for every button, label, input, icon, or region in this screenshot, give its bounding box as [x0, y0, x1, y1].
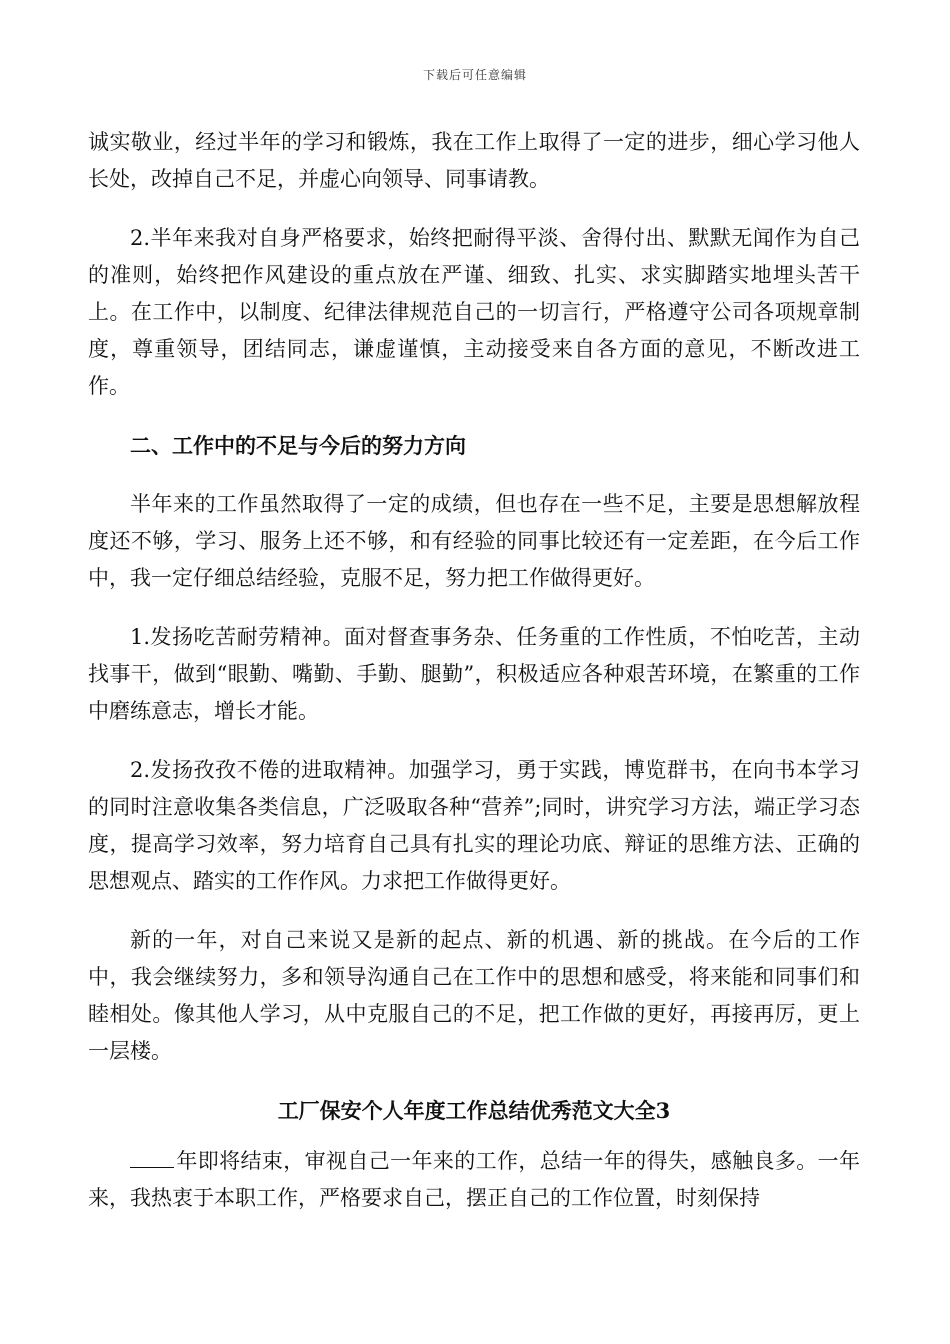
document-title: 工厂保安个人年度工作总结优秀范文大全3 — [277, 1098, 671, 1123]
blank-underline — [130, 1149, 174, 1168]
document-body — [88, 124, 860, 1239]
paragraph-7 — [88, 1143, 860, 1217]
paragraph-1: 诚实敬业，经过半年的学习和锻炼，我在工作上取得了一定的进步，细心学习他人长处，改掉自己不足，并虚心向领导、同事请教。 — [88, 130, 860, 191]
paragraph-4: 1.发扬吃苦耐劳精神。面对督查事务杂、任务重的工作性质，不怕吃苦，主动找事干，做到“眼勤、嘴勤、手勤、腿勤”，积极适应各种艰苦环境，在繁重的工作中磨练意志，增长才能。 — [88, 625, 860, 723]
paragraph-3: 半年来的工作虽然取得了一定的成绩，但也存在一些不足，主要是思想解放程度还不够，学习、服务上还不够，和有经验的同事比较还有一定差距，在今后工作中，我一定仔细总结经验，克服不足，努力把工作做得更好。 — [88, 492, 860, 590]
paragraph-2: 2.半年来我对自身严格要求，始终把耐得平淡、舍得付出、默默无闻作为自己的准则，始终把作风建设的重点放在严谨、细致、扎实、求实脚踏实地埋头苦干上。在工作中，以制度、纪律法律规范自己的一切言行，严格遵守公司各项规章制度，尊重领导，团结同志，谦虚谨慎，主动接受来自各方面的意见，不断改进工作。 — [88, 226, 860, 398]
page-header-note: 下载后可任意编辑 — [422, 68, 527, 82]
section-heading: 二、工作中的不足与今后的努力方向 — [130, 433, 466, 458]
paragraph-6: 新的一年，对自己来说又是新的起点、新的机遇、新的挑战。在今后的工作中，我会继续努力，多和领导沟通自己在工作中的思想和感受，将来能和同事们和睦相处。像其他人学习，从中克服自己的不足，把工作做的更好，再接再厉，更上一层楼。 — [88, 928, 860, 1063]
paragraph-7-text: 年即将结束，审视自己一年来的工作，总结一年的得失，感触良多。一年来，我热衷于本职工作，严格要求自己，摆正自己的工作位置，时刻保持 — [88, 1149, 860, 1210]
paragraph-5: 2.发扬孜孜不倦的进取精神。加强学习，勇于实践，博览群书，在向书本学习的同时注意收集各类信息，广泛吸取各种“营养”;同时，讲究学习方法，端正学习态度，提高学习效率，努力培育自己具有扎实的理论功底、辩证的思维方法、正确的思想观点、踏实的工作作风。力求把工作做得更好。 — [88, 758, 860, 893]
